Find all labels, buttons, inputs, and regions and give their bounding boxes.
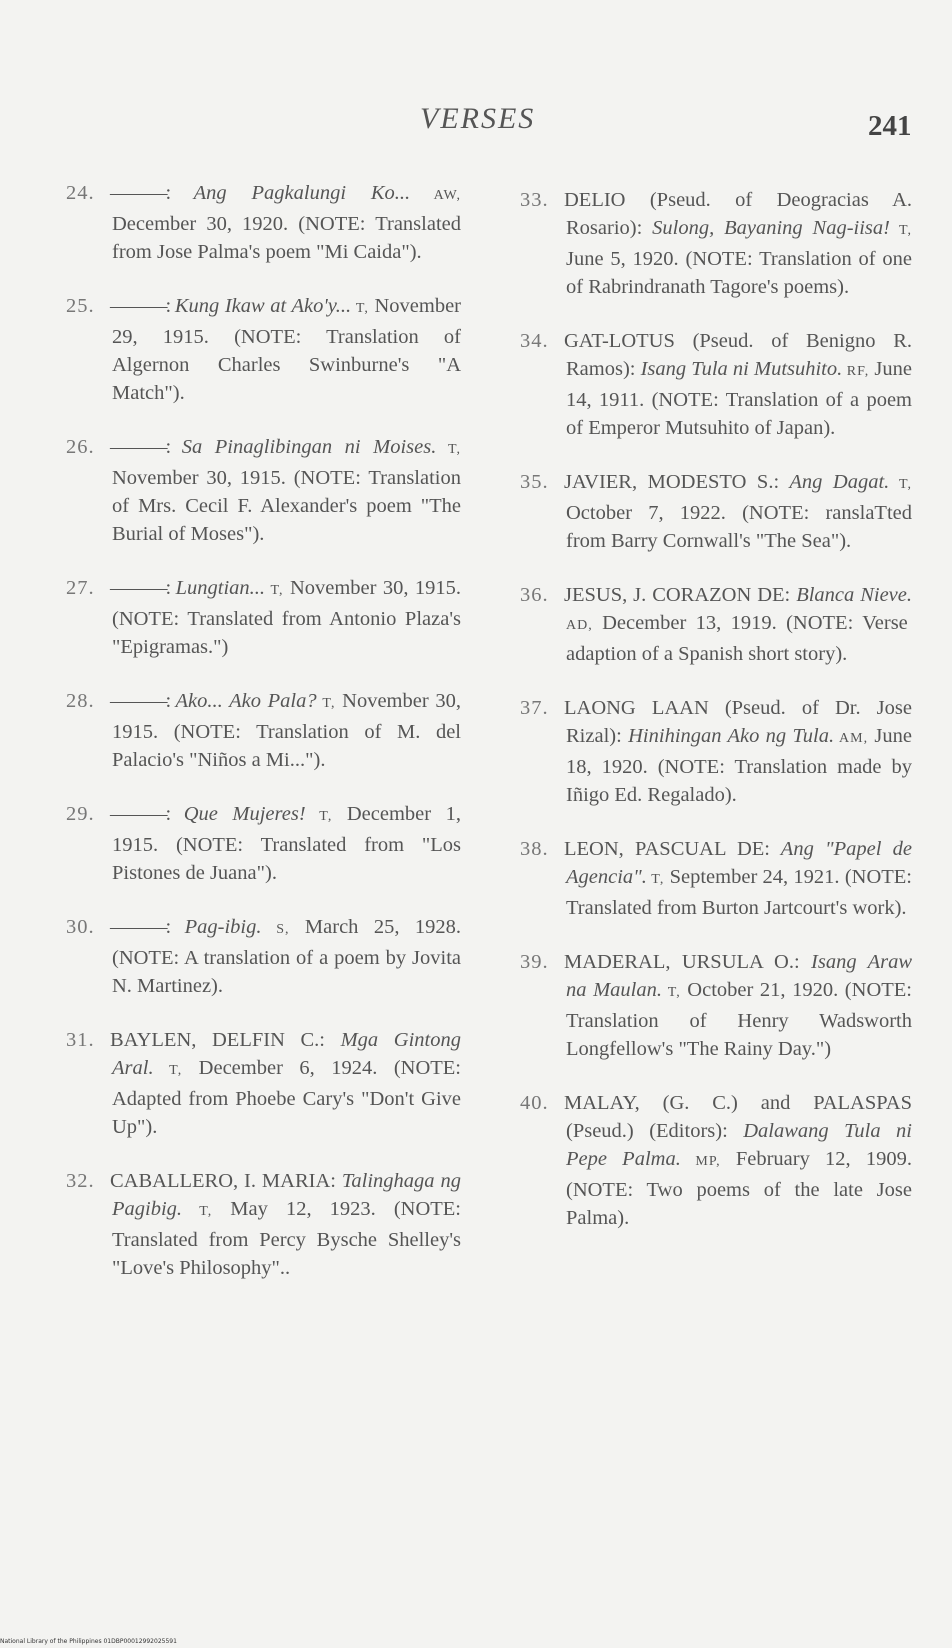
entry-28: 28. ———: Ako... Ako Pala? T, November 30, 1915. (NOTE: Translation of M. del Palacio's "Niños a Mi..."). (66, 689, 461, 771)
entry-27: 27. ———: Lungtian... T, November 30, 1915. (NOTE: Translated from Antonio Plaza's "Epigramas.") (66, 576, 461, 658)
entry-32: 32. CABALLERO, I. MARIA: Talinghaga ng Pagibig. T, May 12, 1923. (NOTE: Translated from Percy Bysche Shelley's "Love's Philosophy".. (66, 1169, 461, 1279)
page-number: 241 (868, 110, 912, 142)
entry-38: 38. LEON, PASCUAL DE: Ang "Papel de Agencia". T, September 24, 1921. (NOTE: Translated from Burton Jartcourt's work). (520, 837, 913, 919)
entry-29: 29. ———: Que Mujeres! T, December 1, 1915. (NOTE: Translated from "Los Pistones de Juana"). (66, 802, 461, 884)
page-title: VERSES (420, 102, 536, 135)
entry-36: 36. JESUS, J. CORAZON DE: Blanca Nieve. AD, December 13, 1919. (NOTE: Verse adaption of a Spanish short story). (520, 583, 912, 665)
footer-credit: National Library of the Philippines 01DBP00012992025591 (0, 1638, 177, 1645)
left-column (66, 158, 461, 1308)
entry-25: 25. ———: Kung Ikaw at Ako'y... T, November 29, 1915. (NOTE: Translation of Algernon Charles Swinburne's "A Match"). (66, 294, 461, 404)
entry-37: 37. LAONG LAAN (Pseud. of Dr. Jose Rizal): Hinihingan Ako ng Tula. AM, June 18, 1920. (NOTE: Translation made by Iñigo Ed. Regalado). (520, 696, 912, 806)
right-column (520, 165, 912, 1258)
entry-35: 35. JAVIER, MODESTO S.: Ang Dagat. T, October 7, 1922. (NOTE: ranslaTted from Barry Cornwall's "The Sea"). (520, 470, 913, 552)
entry-30: 30. ———: Pag-ibig. S, March 25, 1928. (NOTE: A translation of a poem by Jovita N. Martinez). (66, 915, 461, 997)
entry-24: 24. ———: Ang Pagkalungi Ko... AW, December 30, 1920. (NOTE: Translated from Jose Palma's poem "Mi Caida"). (66, 181, 461, 263)
entry-26: 26. ———: Sa Pinaglibingan ni Moises. T, November 30, 1915. (NOTE: Translation of Mrs. Cecil F. Alexander's poem "The Burial of Moses"). (66, 435, 462, 545)
entry-40: 40. MALAY, (G. C.) and PALASPAS (Pseud.) (Editors): Dalawang Tula ni Pepe Palma. MP, February 12, 1909. (NOTE: Two poems of the late Jose Palma). (520, 1091, 912, 1229)
entry-39: 39. MADERAL, URSULA O.: Isang Araw na Maulan. T, October 21, 1920. (NOTE: Translation of Henry Wadsworth Longfellow's "The Rainy Day.") (520, 950, 912, 1060)
entry-31: 31. BAYLEN, DELFIN C.: Mga Gintong Aral. T, December 6, 1924. (NOTE: Adapted from Phoebe Cary's "Don't Give Up"). (66, 1028, 462, 1138)
entry-33: 33. DELIO (Pseud. of Deogracias A. Rosario): Sulong, Bayaning Nag-iisa! T, June 5, 1920. (NOTE: Translation of one of Rabrindranath Tagore's poems). (520, 188, 912, 298)
entry-34: 34. GAT-LOTUS (Pseud. of Benigno R. Ramos): Isang Tula ni Mutsuhito. RF, June 14, 1911. (NOTE: Translation of a poem of Emperor Mutsuhito of Japan). (520, 329, 913, 439)
